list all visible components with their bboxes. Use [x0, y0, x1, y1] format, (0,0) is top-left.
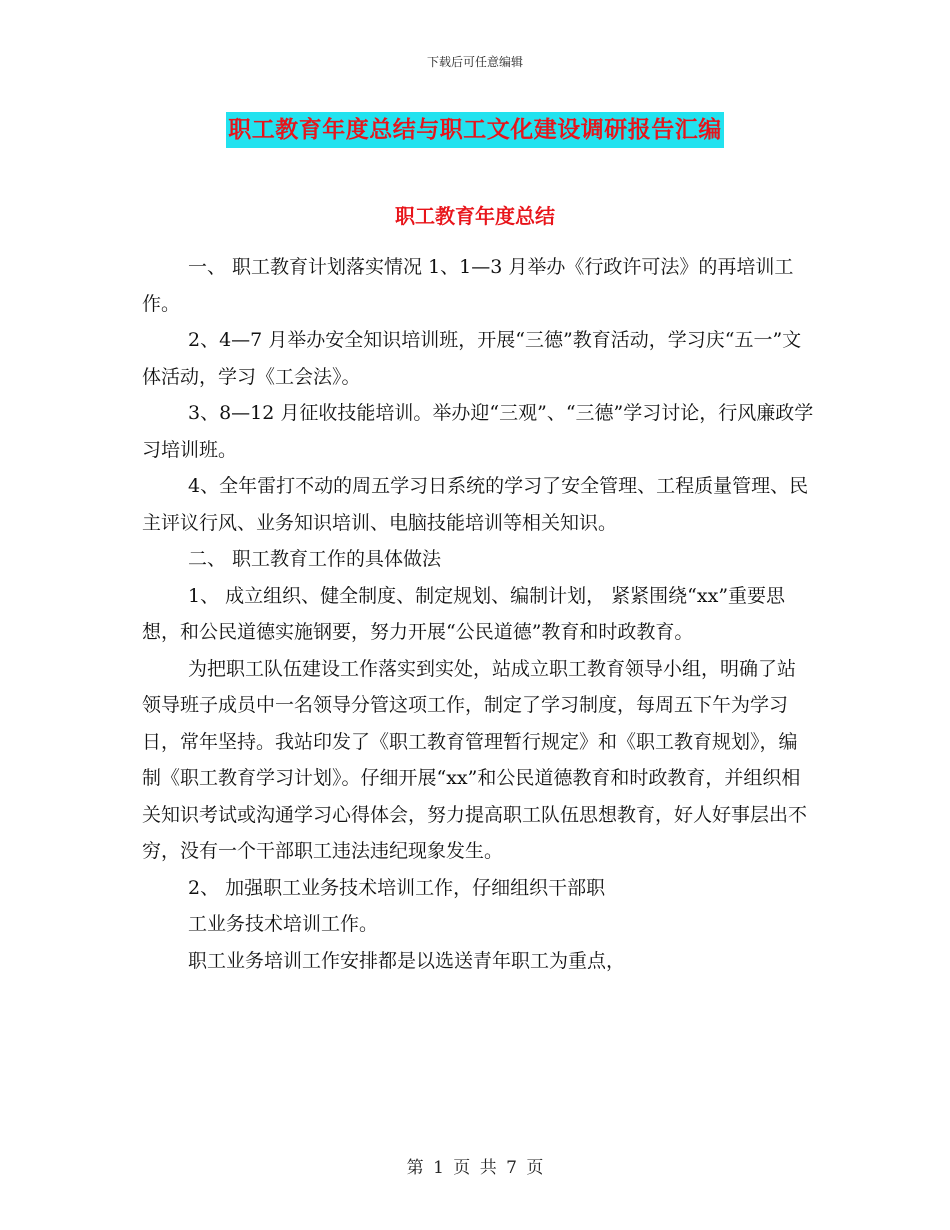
paragraph: 一、 职工教育计划落实情况 1、1—3 月举办《行政许可法》的再培训工作。	[142, 256, 794, 315]
paragraph: 2、4—7 月举办安全知识培训班，开展“三德”教育活动，学习庆“五一”文体活动，学习《工会法》。	[142, 329, 802, 388]
paragraph: 职工业务培训工作安排都是以选送青年职工为重点，	[188, 949, 626, 972]
header-note: 下载后可任意编辑	[426, 55, 523, 69]
paragraph: 工业务技术培训工作。	[188, 913, 379, 935]
paragraph: 3、8—12 月征收技能培训。举办迎“三观”、“三德”学习讨论，行风廉政学习培训班。	[142, 402, 814, 461]
paragraph: 1、 成立组织、健全制度、制定规划、编制计划， 紧紧围绕“xx”重要思想，和公民道德实施钢要，努力开展“公民道德”教育和时政教育。	[142, 584, 786, 643]
paragraph: 4、全年雷打不动的周五学习日系统的学习了安全管理、工程质量管理、民主评议行风、业务知识培训、电脑技能培训等相关知识。	[142, 475, 809, 534]
paragraph: 为把职工队伍建设工作落实到实处，站成立职工教育领导小组，明确了站领导班子成员中一名领导分管这项工作，制定了学习制度，每周五下午为学习日，常年坚持。我站印发了《职工教育管理暂行规定》和《职工教育规划》，编制《职工教育学习计划》。仔细开展“xx”和公民道德教育和时政教育，并组织相关知识考试或沟通学习心得体会，努力提高职工队伍思想教育，好人好事层出不穷，没有一个干部职工违法违纪现象发生。	[142, 657, 808, 862]
document-body	[142, 249, 814, 979]
paragraph: 二、 职工教育工作的具体做法	[188, 548, 442, 570]
page-footer: 第 1 页 共 7 页	[406, 1158, 544, 1178]
section-title: 职工教育年度总结	[395, 204, 555, 228]
doc-title-wrapper	[0, 112, 950, 148]
document-title: 职工教育年度总结与职工文化建设调研报告汇编	[226, 112, 724, 148]
paragraph: 2、 加强职工业务技术培训工作，仔细组织干部职	[188, 876, 606, 899]
